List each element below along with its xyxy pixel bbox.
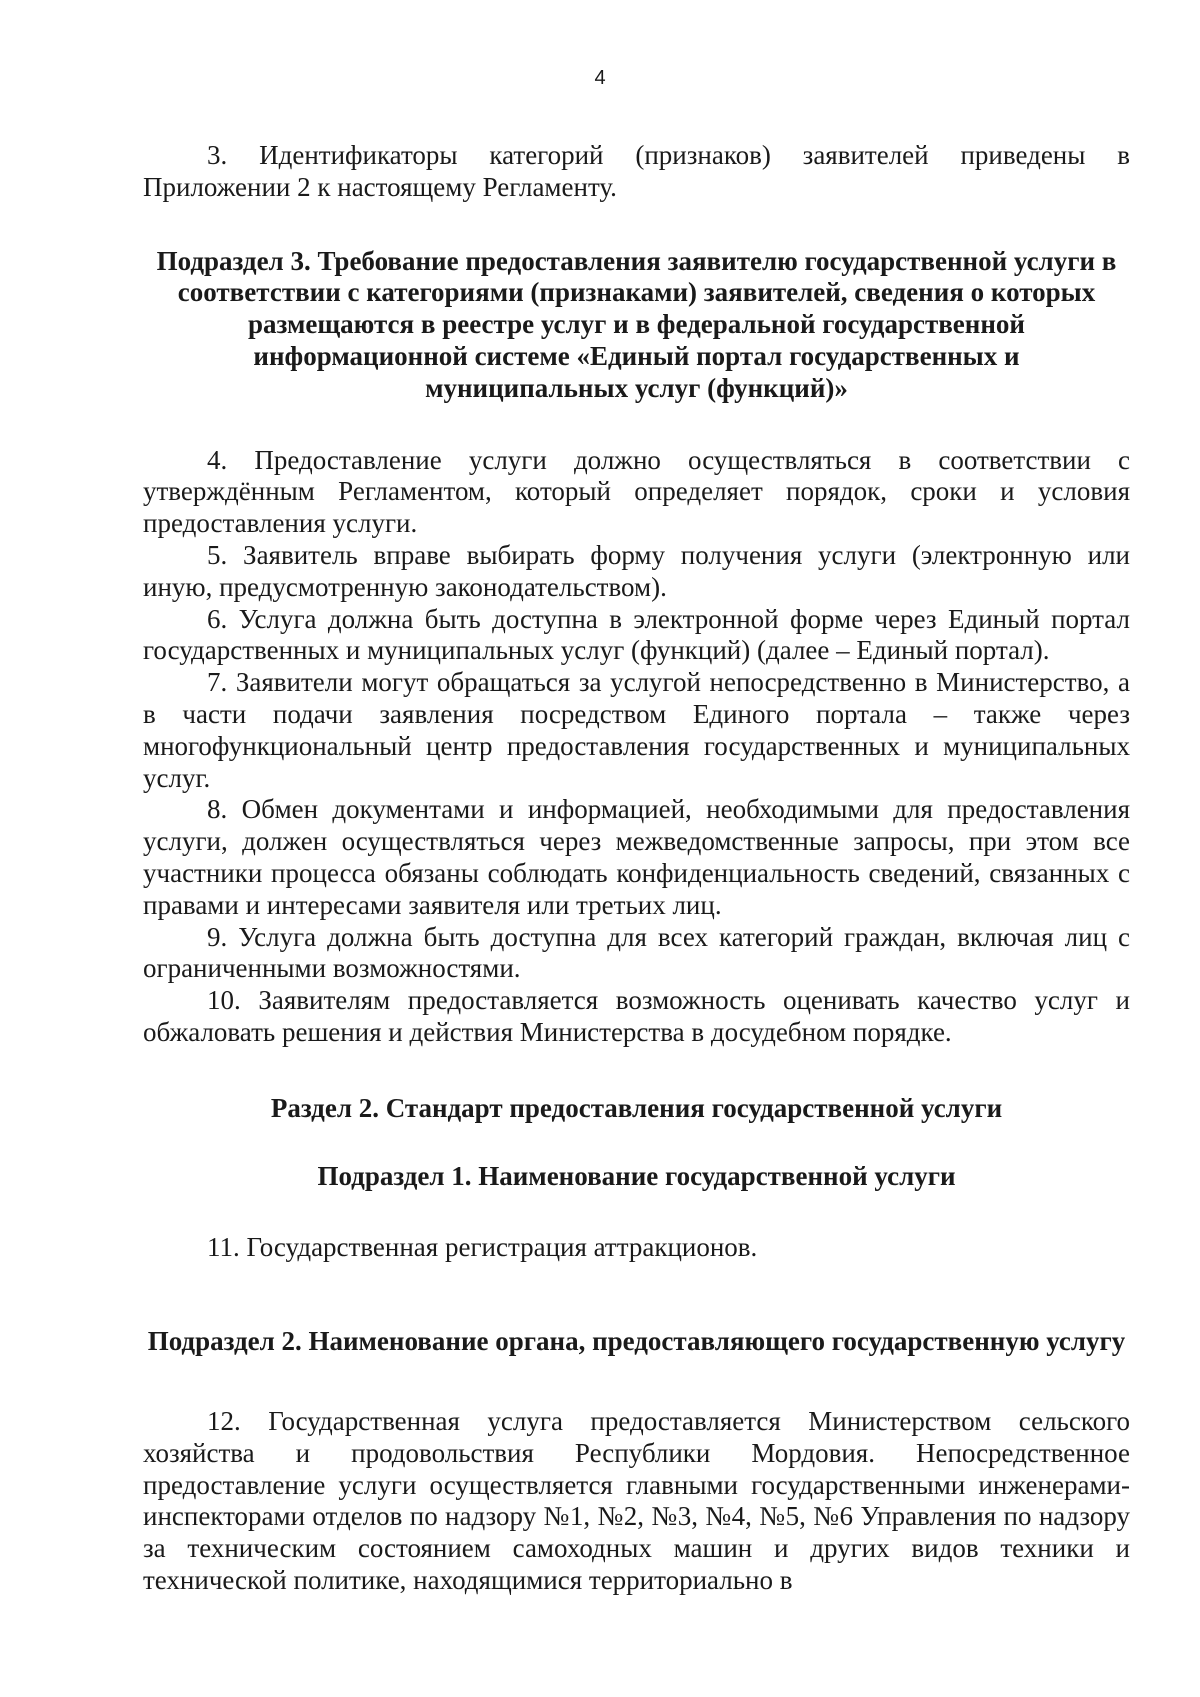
paragraph-3: 3. Идентификаторы категорий (признаков) заявителей приведены в Приложении 2 к настоящему Регламенту.: [143, 140, 1130, 202]
paragraph-11: 11. Государственная регистрация аттракционов.: [207, 1232, 758, 1263]
paragraph-9: 9. Услуга должна быть доступна для всех категорий граждан, включая лиц с ограниченными возможностями.: [143, 921, 1130, 984]
page-number: 4: [594, 67, 606, 89]
heading-subsection-2: Подраздел 2. Наименование органа, предоставляющего государственную услугу: [147, 1326, 1126, 1357]
paragraph-12: 12. Государственная услуга предоставляется Министерством сельского хозяйства и продовольствия Республики Мордовия. Непосредственное предоставление услуги осуществляется главными государственными инженерами-инспекторами отделов по надзору №1, №2, №3, №4, №5, №6 Управления по надзору за техническим состоянием самоходных машин и других видов техники и технической политике, находящимися территориально в: [143, 1405, 1130, 1595]
heading-subsection-3: Подраздел 3. Требование предоставления заявителю государственной услуги в соответствии с категориями (признаками) заявителей, сведения о которых размещаются в реестре услуг и в федеральной государственной информационной системе «Единый портал государственных и муниципальных услуг (функций)»: [156, 245, 1117, 403]
paragraph-6: 6. Услуга должна быть доступна в электронной форме через Единый портал государственных и муниципальных услуг (функций) (далее – Единый портал).: [143, 603, 1130, 666]
paragraph-10: 10. Заявителям предоставляется возможность оценивать качество услуг и обжаловать решения и действия Министерства в досудебном порядке.: [143, 985, 1130, 1047]
paragraph-4: 4. Предоставление услуги должно осуществляться в соответствии с утверждённым Регламентом, который определяет порядок, сроки и условия предоставления услуги.: [143, 444, 1130, 539]
heading-section-2: Раздел 2. Стандарт предоставления государственной услуги: [270, 1092, 1003, 1123]
paragraph-7: 7. Заявители могут обращаться за услугой непосредственно в Министерство, а в части подачи заявления посредством Единого портала – также через многофункциональный центр предоставления государственных и муниципальных услуг.: [143, 667, 1130, 793]
document-body: [143, 140, 1130, 1597]
paragraph-5: 5. Заявитель вправе выбирать форму получения услуги (электронную или иную, предусмотренную законодательством).: [143, 539, 1130, 602]
paragraph-8: 8. Обмен документами и информацией, необходимыми для предоставления услуги, должен осуществляться через межведомственные запросы, при этом все участники процесса обязаны соблюдать конфиденциальность сведений, связанных с правами и интересами заявителя или третьих лиц.: [143, 794, 1130, 920]
heading-subsection-1: Подраздел 1. Наименование государственной услуги: [317, 1160, 956, 1191]
